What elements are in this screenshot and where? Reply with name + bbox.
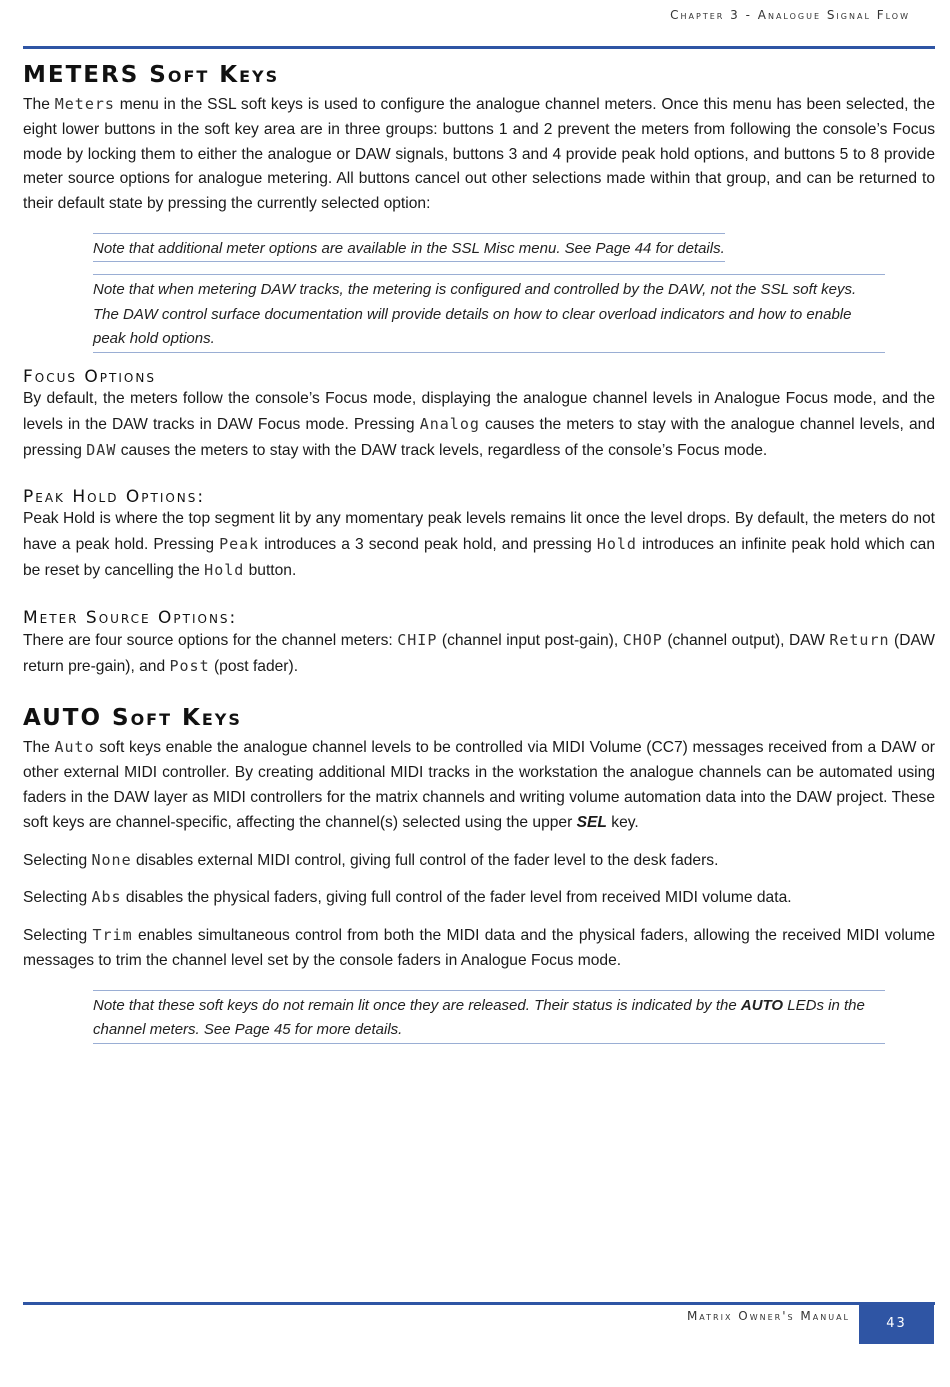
running-header: Chapter 3 - Analogue Signal Flow [670,8,910,22]
meters-key: Meters [54,95,115,113]
return-key: Return [829,630,890,649]
auto-heading: AUTO Soft Keys [23,705,242,732]
none-key: None [91,850,132,869]
meter-source-heading: Meter Source Options: [23,607,238,628]
auto-abs-paragraph: Selecting Abs disables the physical faders, giving full control of the fader level from received MIDI volume data. [23,888,792,907]
meters-heading: METERS Soft Keys [23,62,280,88]
hold-key-2: Hold [204,560,245,579]
auto-led-label: AUTO [740,996,784,1014]
auto-none-paragraph: Selecting None disables external MIDI control, giving full control of the fader level to the desk faders. [23,850,719,869]
focus-options-paragraph: By default, the meters follow the console’s Focus mode, displaying the analogue channel levels in Analogue Focus mode, and the levels in the DAW tracks in DAW Focus mode. Pressing Analog causes the meters to stay with the analogue channel levels, and pressing DAW causes the meters to stay with the DAW track levels, regardless of the console’s Focus mode. [23,389,935,459]
auto-key: Auto [54,738,95,757]
auto-paragraph: The Auto soft keys enable the analogue channel levels to be controlled via MIDI Volume (CC7) messages received from a DAW or other external MIDI controller. By creating additional MIDI tracks in the workstation the analogue channels can be automated using faders in the DAW layer as MIDI controllers for the matrix channels and writing volume automation data into the DAW project. These soft keys are channel-specific, affecting the channel(s) selected using the upper SEL key. [23,738,935,831]
footer-rule [23,1302,935,1305]
page-number: 43 [859,1302,934,1344]
hold-key: Hold [596,535,637,554]
abs-key: Abs [91,888,122,907]
chip-key: CHIP [397,630,438,649]
meters-paragraph: The Meters menu in the SSL soft keys is used to configure the analogue channel meters. Once this menu has been selected, the eight lower buttons in the soft key area are in three groups: buttons 1 and 2 prevent the meters from following the console’s Focus mode by locking them to either the analogue or DAW signals, buttons 3 and 4 provide peak hold options, and buttons 5 to 8 provide meter source options for analogue metering. All buttons cancel out other selections made within that group, and can be returned to their default state by pressing the currently selected option: [23,95,935,213]
note-misc-menu: Note that additional meter options are available in the SSL Misc menu. See Page 44 for details. [93,233,885,263]
sel-key-label: SEL [576,813,607,831]
header-rule [23,46,935,49]
analog-key: Analog [419,414,480,433]
auto-trim-paragraph: Selecting Trim enables simultaneous control from both the MIDI data and the physical faders, allowing the received MIDI volume messages to trim the channel level set by the console faders in Analogue Focus mode. [23,926,936,969]
peak-hold-heading: Peak Hold Options: [23,487,206,508]
focus-options-heading: Focus Options [23,366,156,387]
trim-key: Trim [92,926,133,945]
peak-key: Peak [219,535,260,554]
daw-key: DAW [86,440,117,459]
note-daw-metering: Note that when metering DAW tracks, the metering is configured and controlled by the DAW, not the SSL soft keys. The DAW control surface documentation will provide details on how to clear overload indicators and how to enable peak hold options. [93,274,885,353]
post-key: Post [169,656,210,675]
peak-hold-paragraph: Peak Hold is where the top segment lit by any momentary peak levels remains lit once the level drops. By default, the meters do not have a peak hold. Pressing Peak introduces a 3 second peak hold, and pressing Hold introduces an infinite peak hold which can be reset by cancelling the Hold button. [23,510,936,579]
meter-source-paragraph: There are four source options for the channel meters: CHIP (channel input post-gain), CHOP (channel output), DAW Return (DAW return pre-gain), and Post (post fader). [23,630,936,675]
chop-key: CHOP [622,630,663,649]
page-content [23,60,935,1044]
note-auto-leds: Note that these soft keys do not remain lit once they are released. Their status is indicated by the AUTO LEDs in the channel meters. See Page 45 for more details. [93,990,885,1044]
footer-manual-title: Matrix Owner's Manual [686,1309,850,1323]
